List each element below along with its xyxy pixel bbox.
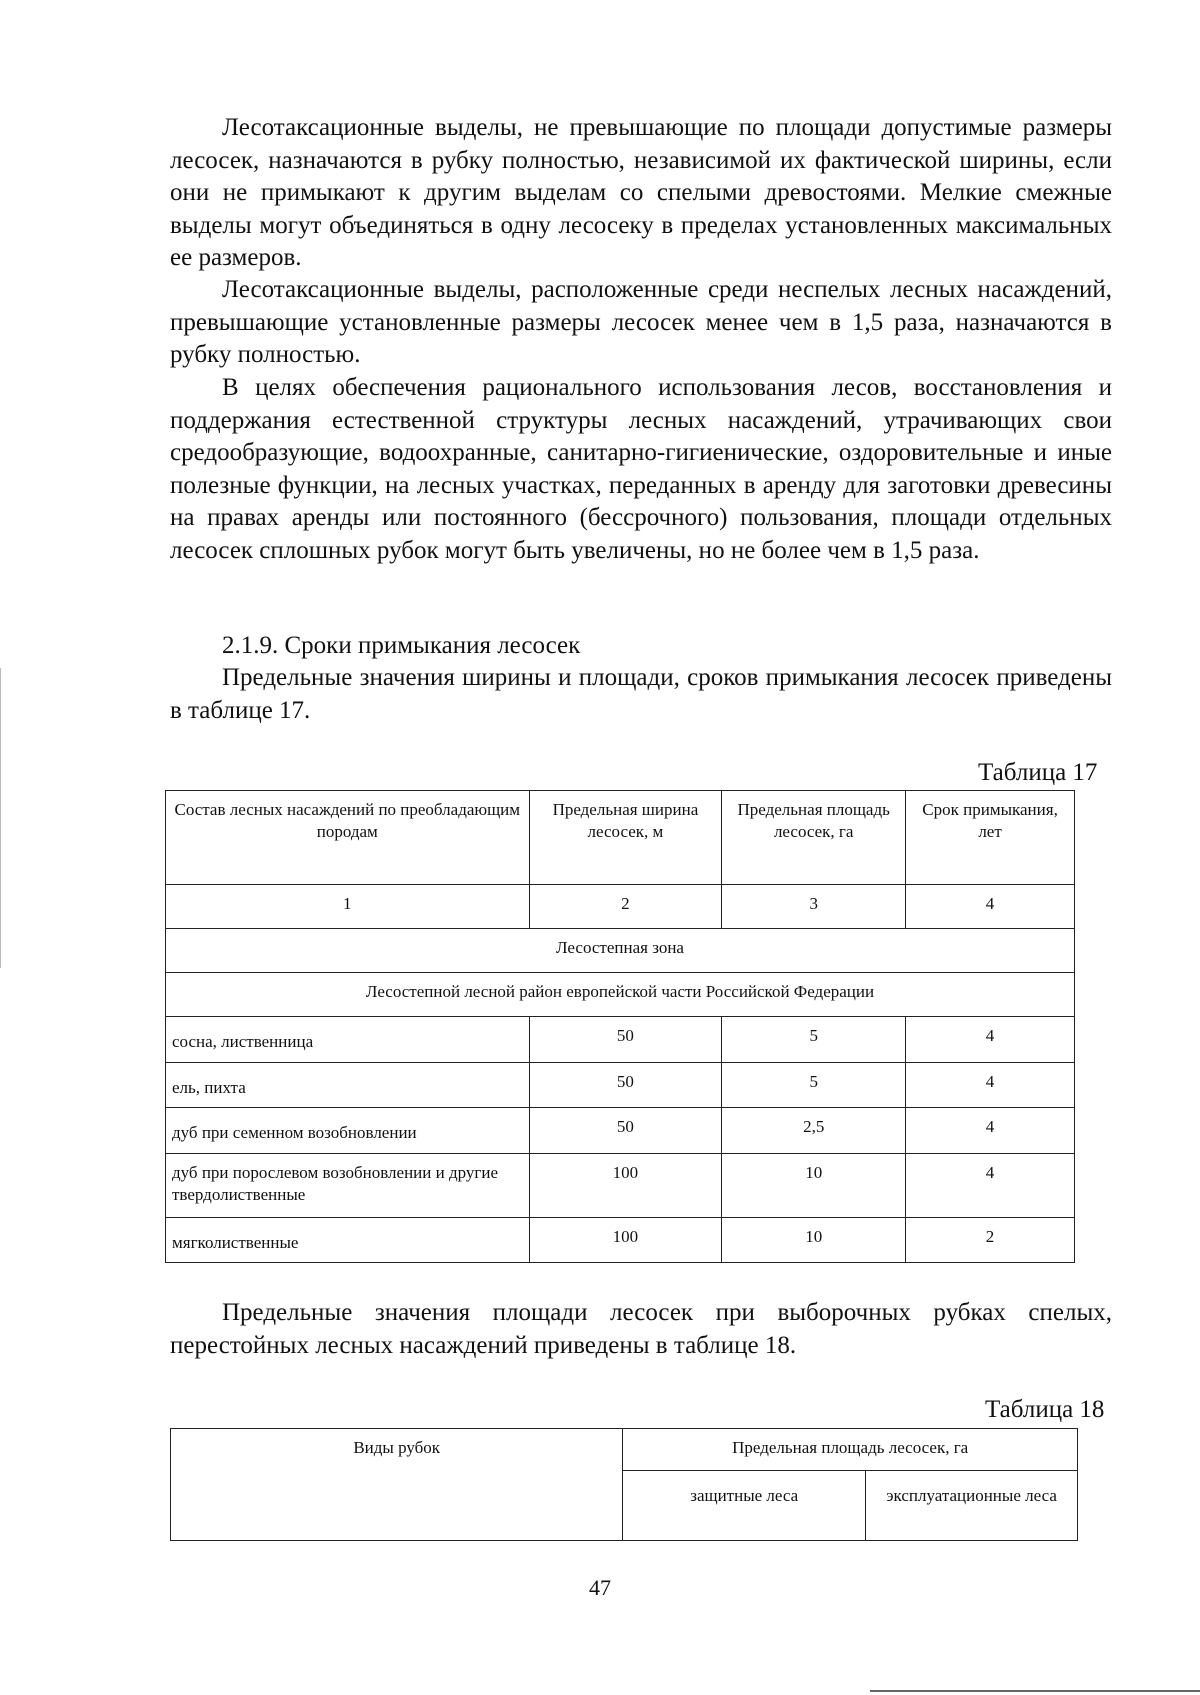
term-cell: 4: [906, 1154, 1075, 1218]
paragraph-1: Лесотаксационные выделы, не превышающие по площади допустимые размеры лесосек, назначаются в рубку полностью, независимой их фактической ширины, если они не примыкают к другим выделам со спелыми древостоями. Мелкие смежные выделы могут объединяться в одну лесосеку в пределах установленных максимальных ее размеров.: [170, 114, 1112, 271]
subheader-operational-forests: эксплуатационные леса: [866, 1471, 1078, 1541]
table-row: [166, 1154, 1075, 1218]
species-cell: ель, пихта: [166, 1063, 530, 1108]
header-max-area: Предельная площадь лесосек, га: [722, 791, 906, 885]
zone-label: Лесостепная зона: [166, 929, 1075, 973]
species-cell: мягколиственные: [166, 1218, 530, 1263]
table18-intro: Предельные значения площади лесосек при выборочных рубках спелых, перестойных лесных насаждений приведены в таблице 18.: [170, 1299, 1112, 1359]
header-max-area-group: Предельная площадь лесосек, га: [623, 1429, 1078, 1471]
page-number: 47: [589, 1575, 611, 1600]
species-cell: сосна, лиственница: [166, 1017, 530, 1063]
table-18: [170, 1428, 1078, 1541]
header-max-width: Предельная ширина лесосек, м: [529, 791, 722, 885]
term-cell: 4: [906, 1063, 1075, 1108]
area-cell: 5: [722, 1017, 906, 1063]
area-cell: 5: [722, 1063, 906, 1108]
species-cell: дуб при порослевом возобновлении и другие твердолиственные: [166, 1154, 530, 1218]
term-cell: 4: [906, 1108, 1075, 1154]
header-adjacency-term: Срок примыкания, лет: [906, 791, 1075, 885]
area-cell: 2,5: [722, 1108, 906, 1154]
area-cell: 10: [722, 1154, 906, 1218]
table17-header-row: [166, 791, 1075, 885]
width-cell: 50: [529, 1017, 722, 1063]
table17-region-row: [166, 973, 1075, 1017]
region-label: Лесостепной лесной район европейской части Российской Федерации: [166, 973, 1075, 1017]
width-cell: 50: [529, 1063, 722, 1108]
column-number: 4: [906, 885, 1075, 929]
term-cell: 2: [906, 1218, 1075, 1263]
table-row: [166, 1063, 1075, 1108]
species-cell: дуб при семенном возобновлении: [166, 1108, 530, 1154]
table17-column-numbers-row: [166, 885, 1075, 929]
width-cell: 100: [529, 1218, 722, 1263]
term-cell: 4: [906, 1017, 1075, 1063]
column-number: 3: [722, 885, 906, 929]
width-cell: 50: [529, 1108, 722, 1154]
table18-header-row: [171, 1429, 1078, 1471]
table-17: [165, 790, 1075, 1263]
paragraph-3: В целях обеспечения рационального использования лесов, восстановления и поддержания естественной структуры лесных насаждений, утрачивающих свои средообразующие, водоохранные, санитарно-гигиенические, оздоровительные и иные полезные функции, на лесных участках, переданных в аренду для заготовки древесины на правах аренды или постоянного (бессрочного) пользования, площади отдельных лесосек сплошных рубок могут быть увеличены, но не более чем в 1,5 раза.: [170, 374, 1112, 564]
header-cutting-types: Виды рубок: [171, 1429, 623, 1541]
table17-caption: Таблица 17: [978, 759, 1098, 786]
table-row: [166, 1218, 1075, 1263]
table17-zone-row: [166, 929, 1075, 973]
section-heading: 2.1.9. Сроки примыкания лесосек: [222, 632, 581, 659]
scan-edge-line: [0, 668, 1, 968]
width-cell: 100: [529, 1154, 722, 1218]
table18-caption: Таблица 18: [985, 1396, 1105, 1423]
section-intro: Предельные значения ширины и площади, сроков примыкания лесосек приведены в таблице 17.: [170, 664, 1112, 724]
table-row: [166, 1108, 1075, 1154]
scan-bottom-line: [870, 1690, 1200, 1692]
header-composition: Состав лесных насаждений по преобладающим породам: [166, 791, 530, 885]
column-number: 1: [166, 885, 530, 929]
table-row: [166, 1017, 1075, 1063]
subheader-protective-forests: защитные леса: [623, 1471, 866, 1541]
area-cell: 10: [722, 1218, 906, 1263]
paragraph-2: Лесотаксационные выделы, расположенные среди неспелых лесных насаждений, превышающие установленные размеры лесосек менее чем в 1,5 раза, назначаются в рубку полностью.: [170, 276, 1112, 368]
column-number: 2: [529, 885, 722, 929]
